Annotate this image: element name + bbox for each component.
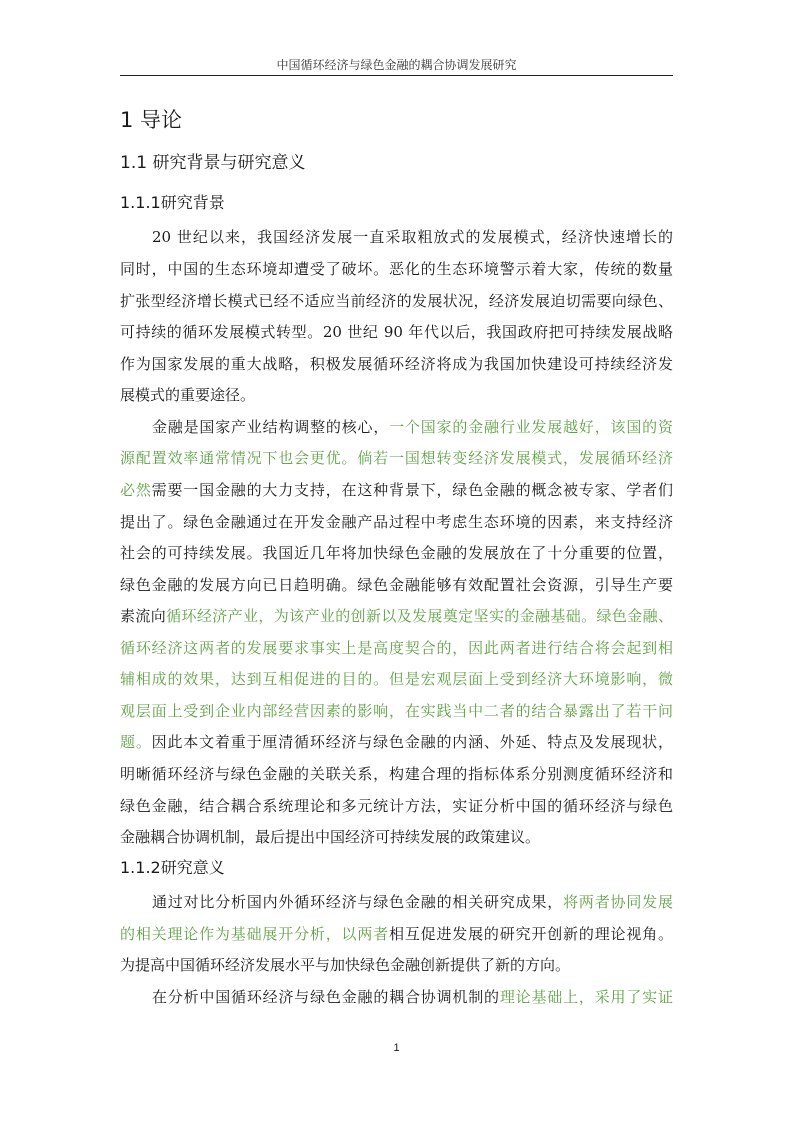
highlighted-text: 必然 — [120, 481, 152, 499]
text-span: 通过对比分析国内外循环经济与绿色金融的相关研究成果， — [152, 893, 564, 911]
header-rule — [120, 75, 673, 76]
highlighted-text: 一个国家的金融行业发展越好，该国的资 — [389, 418, 673, 436]
text-line: 展模式的重要途径。 — [120, 386, 256, 404]
text-line: 提出了。绿色金融通过在开发金融产品过程中考虑生态环境的因素，来支持经济 — [120, 513, 673, 531]
text-line — [120, 892, 673, 912]
text-span: 在分析中国循环经济与绿色金融的耦合协调机制的 — [152, 988, 500, 1006]
text-line: 可持续的循环发展模式转型。20 世纪 90 年代以后，我国政府把可持续发展战略 — [120, 323, 673, 341]
text-line — [120, 606, 673, 626]
text-span: 因此本文着重于厘清循环经济与绿色金融的内涵、外延、特点及发展现状， — [151, 733, 673, 751]
highlighted-text-line: 辅相成的效果，达到互相促进的目的。但是宏观层面上受到经济大环境影响，微 — [120, 670, 673, 688]
running-header: 中国循环经济与绿色金融的耦合协调发展研究 — [276, 58, 517, 72]
highlighted-text-line: 观层面上受到企业内部经营因素的影响，在实践当中二者的结合暴露出了若干问 — [120, 702, 673, 720]
text-line — [120, 924, 673, 944]
text-line — [120, 417, 673, 437]
page-number: 1 — [393, 1042, 400, 1054]
highlighted-text: 理论基础上，采用了实证 — [499, 988, 673, 1006]
chapter-heading: 1 导论 — [120, 108, 183, 132]
text-line: 为提高中国循环经济发展水平与加快绿色金融创新提供了新的方向。 — [120, 956, 571, 974]
subsection-heading-background: 1.1.1研究背景 — [120, 193, 225, 212]
highlighted-text: 循环经济产业，为该产业的创新以及发展奠定坚实的金融基础。绿色金融、 — [166, 607, 673, 625]
text-line: 扩张型经济增长模式已经不适应当前经济的发展状况，经济发展迫切需要向绿色、 — [120, 292, 673, 310]
text-line: 绿色金融的发展方向已日趋明确。绿色金融能够有效配置社会资源，引导生产要 — [120, 576, 673, 594]
text-span: 金融是国家产业结构调整的核心， — [152, 418, 390, 436]
text-line: 绿色金融，结合耦合系统理论和多元统计方法，实证分析中国的循环经济与绿色 — [120, 797, 673, 815]
highlighted-text: 题。 — [120, 733, 152, 751]
text-span: 需要一国金融的大力支持，在这种背景下，绿色金融的概念被专家、学者们 — [151, 481, 673, 499]
subsection-heading-significance: 1.1.2研究意义 — [120, 858, 225, 877]
text-line: 同时，中国的生态环境却遭受了破坏。恶化的生态环境警示着大家，传统的数量 — [120, 260, 673, 278]
text-span: 相互促进发展的研究开创新的理论视角。 — [389, 925, 673, 943]
highlighted-text-line: 循环经济这两者的发展要求事实上是高度契合的，因此两者进行结合将会起到相 — [120, 639, 673, 657]
text-line: 作为国家发展的重大战略，积极发展循环经济将成为我国加快建设可持续经济发 — [120, 355, 673, 373]
section-heading: 1.1 研究背景与研究意义 — [120, 153, 306, 173]
highlighted-text-line: 源配置效率通常情况下也会更优。倘若一国想转变经济发展模式，发展循环经济 — [120, 449, 673, 467]
text-line: 明晰循环经济与绿色金融的关联关系，构建合理的指标体系分别测度循环经济和 — [120, 765, 673, 783]
text-line: 社会的可持续发展。我国近几年将加快绿色金融的发展放在了十分重要的位置， — [120, 544, 673, 562]
highlighted-text: 将两者协同发展 — [563, 893, 673, 911]
text-line — [120, 480, 673, 500]
text-line: 20 世纪以来，我国经济发展一直采取粗放式的发展模式，经济快速增长的 — [152, 228, 673, 246]
text-line — [120, 987, 673, 1007]
highlighted-text: 的相关理论作为基础展开分析，以两者 — [120, 925, 389, 943]
text-line: 金融耦合协调机制，最后提出中国经济可持续发展的政策建议。 — [120, 828, 541, 846]
text-span: 素流向 — [120, 607, 167, 625]
text-line — [120, 732, 673, 752]
